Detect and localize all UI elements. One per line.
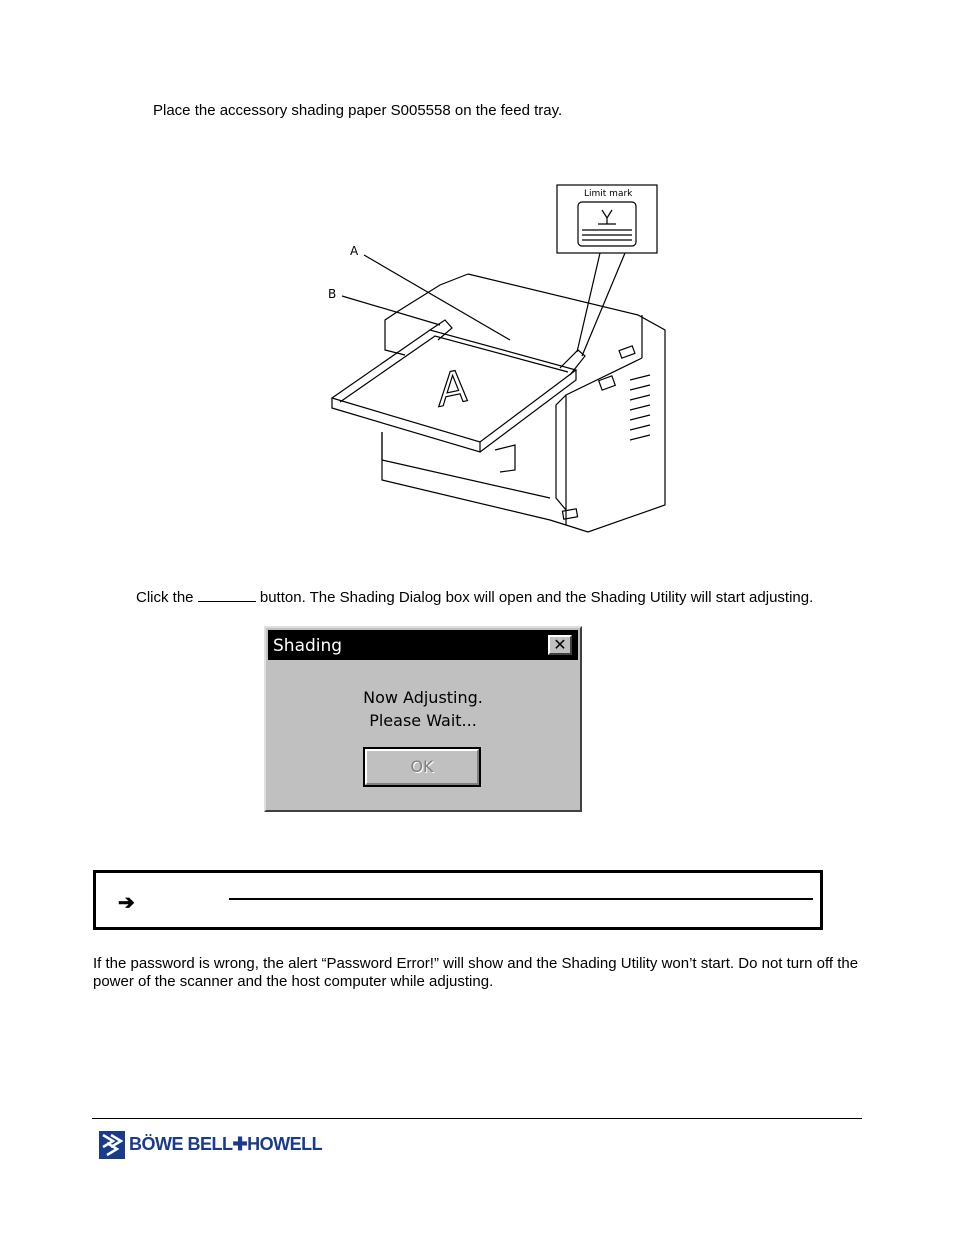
- note-box: [93, 870, 823, 930]
- dialog-title-bar: [268, 630, 578, 660]
- ok-button-label: OK: [410, 757, 434, 776]
- dialog-message-line2: Please Wait...: [369, 711, 477, 730]
- paper-letter: A: [432, 360, 473, 418]
- shading-dialog: [264, 626, 582, 812]
- close-icon[interactable]: ✕: [548, 635, 572, 655]
- arrow-icon: ➔: [118, 892, 135, 914]
- logo-chevron-icon: [99, 1131, 125, 1159]
- dialog-message-line1: Now Adjusting.: [363, 688, 483, 707]
- label-b: B: [328, 287, 337, 301]
- step-2-before: Click the: [136, 589, 194, 606]
- button-name-blank: [198, 587, 256, 602]
- ok-button[interactable]: [363, 747, 481, 787]
- note-rule: [229, 898, 813, 900]
- logo-text: BÖWE BELL✚HOWELL: [129, 1134, 323, 1154]
- step-2-text: [136, 587, 813, 607]
- label-a: A: [350, 244, 359, 258]
- footer-divider: [92, 1118, 862, 1119]
- step-1-text: Place the accessory shading paper S005558 on the feed tray.: [153, 102, 563, 119]
- scanner-illustration: [320, 180, 680, 540]
- step-2-after: button. The Shading Dialog box will open and the Shading Utility will start adjusting.: [259, 589, 814, 606]
- password-note-paragraph: If the password is wrong, the alert “Password Error!” will show and the Shading Utility won’t start. Do not turn off the power of the scanner and the host computer while adjusting.: [93, 955, 859, 990]
- dialog-title: Shading: [273, 636, 343, 656]
- limit-mark-label: Limit mark: [584, 189, 633, 199]
